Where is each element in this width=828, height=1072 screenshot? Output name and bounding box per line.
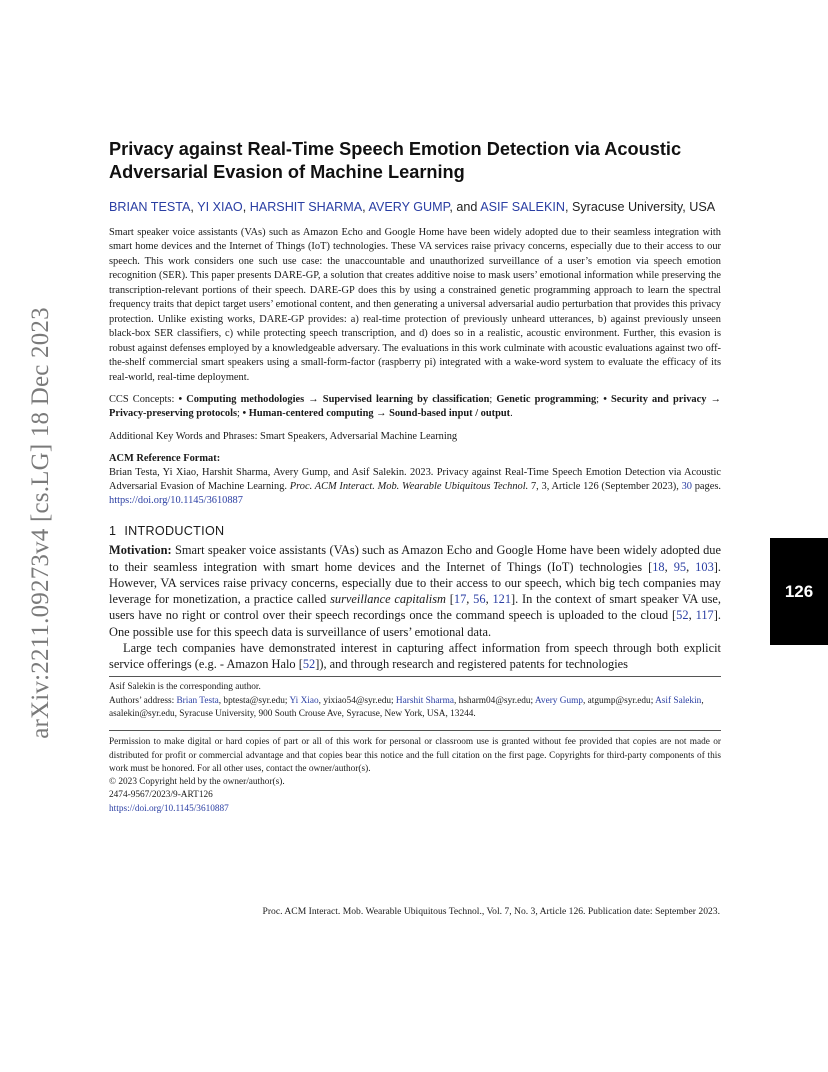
body-text: ]. One possible use for this speech data is surveillance of users’ emotional data.	[109, 608, 721, 639]
ccs-label: CCS Concepts:	[109, 393, 179, 405]
author-link-2[interactable]: YI XIAO	[197, 200, 243, 214]
author-link-4[interactable]: AVERY GUMP	[368, 200, 450, 214]
citation-link[interactable]: 52	[302, 657, 316, 672]
author-separator: ,	[190, 200, 198, 214]
intro-paragraph-1: Motivation: Smart speaker voice assistants (VAs) such as Amazon Echo and Google Home have been widely adopted due to their seamless integration with smart home devices and the Internet of Things (IoT) technologies [18, 95, 103]. However, VA services raise privacy concerns, especially due to their access to our speech, which big tech companies may leverage for monetization, a practice called surveillance capitalism [17, 56, 121]. In the context of smart speaker VA use, users have no right or control over their speech recordings once the command speech is uploaded to the cloud [52, 117]. One possible use for this speech data is surveillance of users’ emotional data.	[109, 543, 721, 639]
keywords: Additional Key Words and Phrases: Smart Speakers, Adversarial Machine Learning	[109, 430, 458, 442]
arxiv-stamp-text: arXiv:2211.09273v4 [cs.LG] 18 Dec 2023	[27, 306, 54, 739]
acm-reference	[109, 452, 721, 508]
page-number-tab	[770, 538, 828, 645]
permission-notice	[109, 736, 721, 816]
copyright-line: © 2023 Copyright held by the owner/author(s).	[109, 777, 285, 788]
emphasis: surveillance capitalism	[330, 592, 447, 607]
author-link-5[interactable]: ASIF SALEKIN	[480, 200, 565, 214]
citation-link[interactable]: 121	[492, 592, 512, 607]
acm-reference-body	[109, 466, 721, 508]
author-address-link[interactable]: Harshit Sharma	[395, 695, 455, 706]
author-email: , hsharm04@syr.edu;	[454, 695, 535, 706]
citation-link[interactable]: 56	[473, 592, 486, 607]
body-text: Smart speaker voice assistants (VAs) such as Amazon Echo and Google Home have been widely adopted due to their seamless integration with smart home devices and the Internet of Things (IoT) technologies [	[109, 543, 721, 574]
body-text: ]), and through research and registered patents for technologies	[315, 657, 628, 672]
corresponding-author: Asif Salekin is the corresponding author.	[109, 682, 261, 693]
body-text: Large tech companies have demonstrated interest in capturing affect information from speech through both explicit service offerings (e.g. - Amazon Halo [	[109, 640, 721, 672]
author-link-3[interactable]: HARSHIT SHARMA	[249, 200, 363, 214]
acm-ref-text: pages.	[692, 481, 721, 493]
citation-link[interactable]: 52	[676, 608, 689, 623]
arxiv-stamp	[16, 285, 66, 760]
permission-divider	[109, 730, 721, 731]
citation-link[interactable]: 95	[673, 559, 687, 574]
ccs-separator: ;	[237, 408, 243, 420]
acm-ref-journal: Proc. ACM Interact. Mob. Wearable Ubiquitous Technol.	[289, 481, 529, 493]
footnote-divider	[109, 676, 721, 677]
author-address-link[interactable]: Avery Gump	[534, 695, 583, 706]
pages-link[interactable]: 30	[681, 481, 692, 493]
footnote	[109, 681, 721, 721]
ccs-separator: ;	[596, 393, 604, 405]
body-text: ]. However, VA services raise privacy concerns, especially due to their access to our speech, which big tech companies may leverage for monetization, a practice called	[109, 559, 721, 607]
body-text: [	[446, 592, 454, 607]
paragraph-lead: Motivation:	[109, 543, 172, 558]
section-number: 1	[109, 524, 117, 539]
ccs-concept-3: • Security and privacy → Privacy-preserving protocols	[109, 393, 721, 420]
acm-ref-text: 7, 3, Article 126 (September 2023),	[528, 481, 682, 493]
paper-title: Privacy against Real-Time Speech Emotion Detection via Acoustic Adversarial Evasion of Machine Learning	[109, 139, 682, 182]
page-number: 126	[784, 581, 814, 601]
author-email: , bptesta@syr.edu;	[218, 695, 290, 706]
permission-text: Permission to make digital or hard copies of part or all of this work for personal or classroom use is granted without fee provided that copies are not made or distributed for profit or commercial advantage and that copies bear this notice and the full citation on the first page. Copyrights for third-party components of this work must be honored. For all other uses, contact the owner/author(s).	[109, 737, 721, 774]
paper-content	[109, 138, 721, 816]
author-separator-and: , and	[449, 200, 481, 214]
body-text: ]. In the context of smart speaker VA use, users have no right or control over their speech recordings once the command speech is uploaded to the cloud [	[109, 592, 721, 623]
citation-link[interactable]: 117	[695, 608, 714, 623]
affiliation: , Syracuse University, USA	[564, 200, 716, 214]
acm-reference-heading: ACM Reference Format:	[109, 453, 221, 465]
author-email: , yixiao54@syr.edu;	[318, 695, 396, 706]
section-heading	[109, 524, 721, 538]
address-label: Authors’ address:	[109, 695, 177, 706]
ccs-concept-1: • Computing methodologies → Supervised learning by classification	[178, 393, 490, 405]
author-list	[109, 198, 721, 217]
ccs-concepts	[109, 393, 721, 422]
author-email: , atgump@syr.edu;	[583, 695, 656, 706]
author-address-link[interactable]: Yi Xiao	[289, 695, 319, 706]
intro-paragraph-2	[109, 640, 721, 673]
ccs-concept-4: • Human-centered computing → Sound-based input / output	[242, 408, 511, 420]
abstract: Smart speaker voice assistants (VAs) such as Amazon Echo and Google Home have been widely adopted due to their seamless integration with smart home devices and the Internet of Things (IoT) technologies. These VA services raise privacy concerns, especially due to their access to our speech. This work considers one such use case: the unaccountable and unauthorized surveillance of a user’s emotion via speech emotion recognition (SER). This paper presents DARE-GP, a solution that creates additive noise to mask users’ emotional information while preserving the transcription-relevant portions of their speech. DARE-GP does this by using a constrained genetic programming approach to learn the spectral frequency traits that depict target users’ emotional content, and then generating a universal adversarial audio perturbation that provides this privacy protection. Unlike existing works, DARE-GP provides: a) real-time protection of previously unheard utterances, b) against previously unseen black-box SER classifiers, c) while protecting speech transcription, and d) does so in a realistic, acoustic environment. Further, this evasion is robust against defenses employed by a knowledgeable adversary. The evaluations in this work culminate with acoustic evaluations against two off-the-shelf commercial smart speakers using a small-form-factor (raspberry pi) integrated with a wake-word system to evaluate the efficacy of its real-world, real-time deployment.	[109, 227, 721, 383]
ccs-concept-2: Genetic programming	[496, 393, 597, 405]
author-address-link[interactable]: Brian Testa	[176, 695, 219, 706]
section-title: INTRODUCTION	[124, 524, 225, 539]
author-email: , asalekin@syr.edu, Syracuse University, 900 South Crouse Ave, Syracuse, New York, USA, 13244.	[109, 695, 704, 719]
citation-link[interactable]: 17	[453, 592, 467, 607]
issn-line: 2474-9567/2023/9-ART126	[109, 790, 213, 801]
citation-link[interactable]: 18	[652, 559, 665, 574]
acm-ref-text: Brian Testa, Yi Xiao, Harshit Sharma, Avery Gump, and Asif Salekin. 2023. Privacy against Real-Time Speech Emotion Detection via Acoustic Adversarial Evasion of Machine Learning.	[109, 467, 721, 493]
author-separator: ,	[362, 200, 369, 214]
running-footer: Proc. ACM Interact. Mob. Wearable Ubiquitous Technol., Vol. 7, No. 3, Article 126. Publication date: September 2023.	[262, 906, 720, 917]
doi-link[interactable]: https://doi.org/10.1145/3610887	[109, 495, 243, 507]
ccs-end: .	[510, 408, 513, 420]
citation-link[interactable]: 103	[695, 559, 714, 574]
permission-doi-link[interactable]: https://doi.org/10.1145/3610887	[109, 803, 229, 814]
author-address-link[interactable]: Asif Salekin	[655, 695, 702, 706]
author-separator: ,	[242, 200, 250, 214]
ccs-separator: ;	[489, 393, 497, 405]
author-addresses	[109, 695, 721, 722]
author-link-1[interactable]: BRIAN TESTA	[109, 200, 191, 214]
